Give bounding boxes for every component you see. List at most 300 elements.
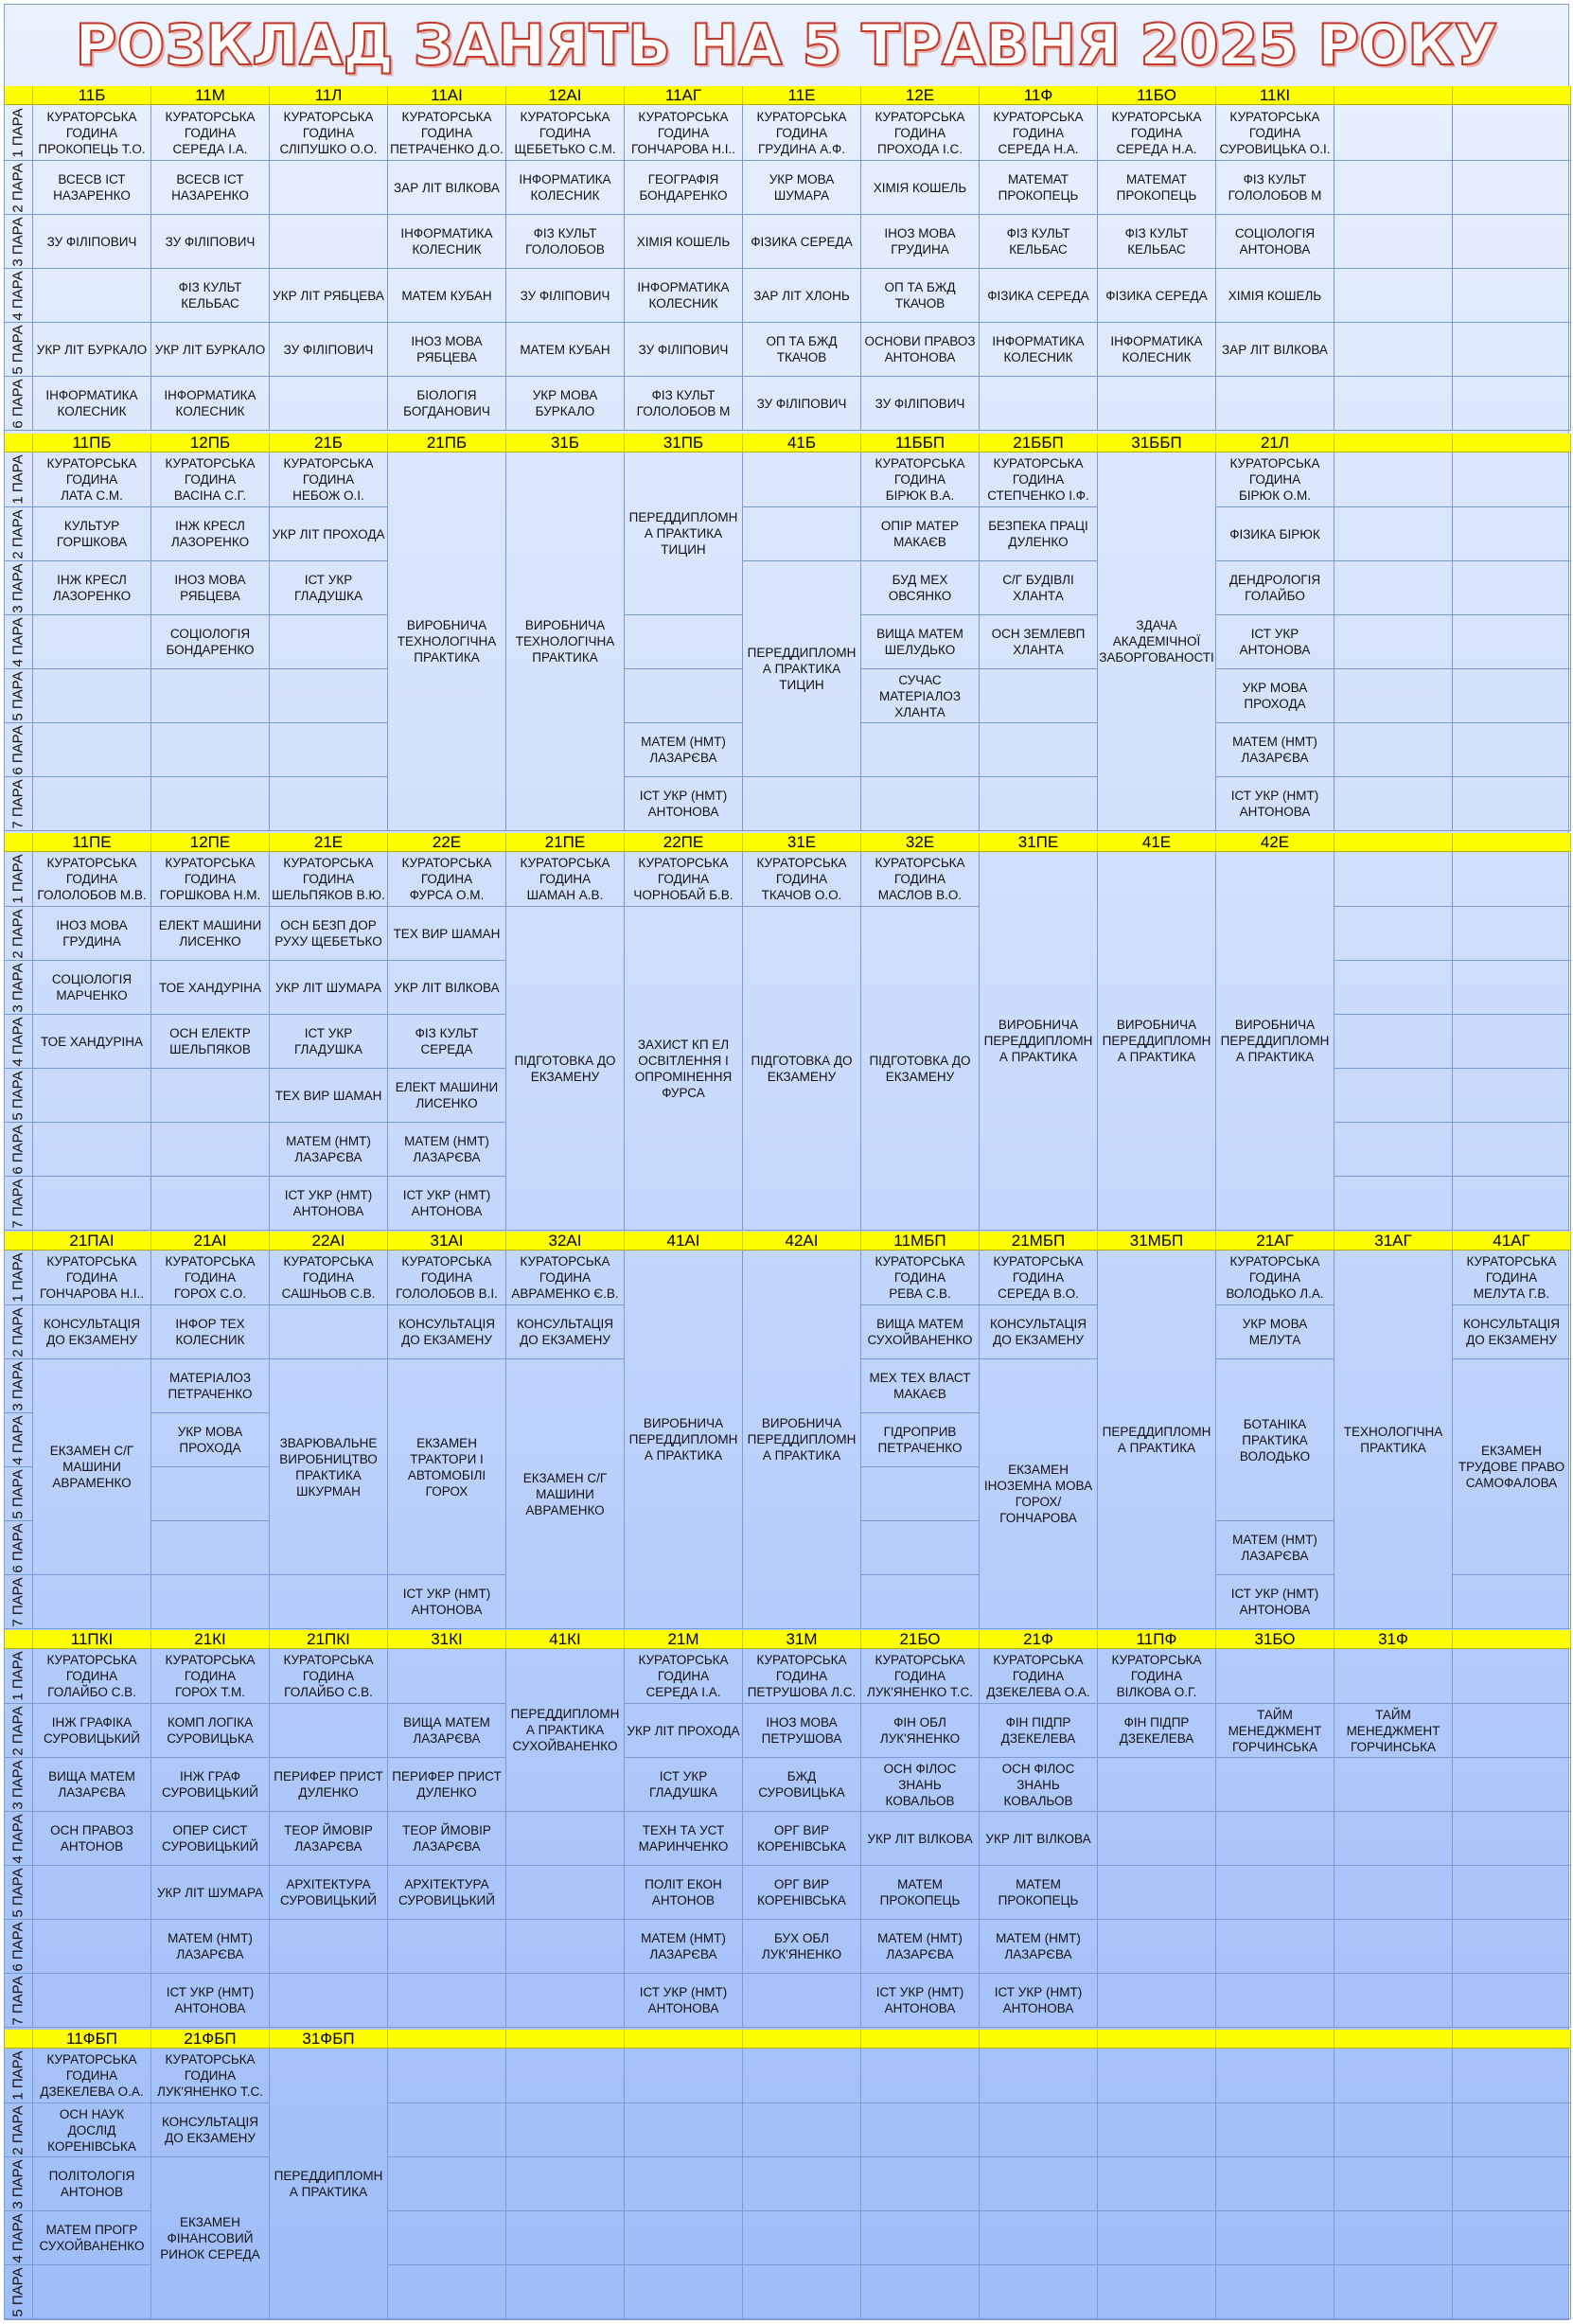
group-header [1334, 434, 1453, 452]
group-header [980, 2030, 1098, 2049]
schedule-cell [625, 2103, 743, 2157]
schedule-cell [1453, 1812, 1571, 1866]
schedule-cell [1098, 1974, 1216, 2028]
pair-label-text: 1 ПАРА [10, 854, 27, 904]
schedule-cell: КУРАТОРСЬКА ГОДИНА ДЗЕКЕЛЕВА О.А. [980, 1649, 1098, 1704]
schedule-cell [1453, 1758, 1571, 1812]
schedule-cell: КУРАТОРСЬКА ГОДИНА ФУРСА О.М. [388, 852, 506, 907]
schedule-cell: ІНФОРМАТИКА КОЛЕСНИК [625, 269, 743, 323]
schedule-cell: МАТЕМ ПРОКОПЕЦЬ [980, 1866, 1098, 1920]
schedule-cell [1453, 1177, 1571, 1231]
schedule-cell [270, 161, 388, 215]
schedule-cell: ОСН БЕЗП ДОР РУХУ ЩЕБЕТЬКО [270, 907, 388, 961]
schedule-cell: КУРАТОРСЬКА ГОДИНА ТКАЧОВ О.О. [743, 852, 861, 907]
schedule-cell: ПОЛІТ ЕКОН АНТОНОВ [625, 1866, 743, 1920]
schedule-grid [5, 5, 1568, 2319]
merged-cell: ВИРОБНИЧА ПЕРЕДДИПЛОМН А ПРАКТИКА [980, 852, 1098, 1231]
schedule-cell: КОНСУЛЬТАЦІЯ ДО ЕКЗАМЕНУ [151, 2103, 270, 2157]
schedule-cell [1216, 1649, 1334, 1704]
schedule-cell: ІНФОРМАТИКА КОЛЕСНИК [33, 377, 151, 431]
pair-label [5, 1812, 33, 1866]
schedule-cell: КУРАТОРСЬКА ГОДИНА ГОНЧАРОВА Н.І.. [33, 1251, 151, 1305]
pair-label [5, 961, 33, 1015]
pair-label [5, 2157, 33, 2211]
group-header: 22АІ [270, 1232, 388, 1251]
schedule-cell [1334, 323, 1453, 377]
schedule-cell: МАТЕМ (НМТ) ЛАЗАРЄВА [151, 1920, 270, 1974]
schedule-cell: КУРАТОРСЬКА ГОДИНА СЕРЕДА І.А. [151, 105, 270, 161]
schedule-cell: МАТЕМ (НМТ) ЛАЗАРЄВА [625, 723, 743, 777]
schedule-cell: ІНФОРМАТИКА КОЛЕСНИК [151, 377, 270, 431]
merged-cell: БОТАНІКА ПРАКТИКА ВОЛОДЬКО [1216, 1359, 1334, 1521]
group-header [1453, 434, 1571, 452]
schedule-cell [1334, 507, 1453, 561]
schedule-cell [388, 1974, 506, 2028]
schedule-cell: УКР МОВА ШУМАРА [743, 161, 861, 215]
pair-label [5, 615, 33, 669]
schedule-cell [1334, 1015, 1453, 1069]
group-header [1453, 2030, 1571, 2049]
schedule-cell: КУРАТОРСЬКА ГОДИНА СТЕПЧЕНКО І.Ф. [980, 452, 1098, 507]
merged-cell: ПІДГОТОВКА ДО ЕКЗАМЕНУ [743, 907, 861, 1231]
schedule-cell [270, 777, 388, 831]
schedule-cell [506, 1866, 625, 1920]
schedule-cell [861, 2157, 980, 2211]
pair-label-text: 2 ПАРА [10, 2104, 27, 2155]
schedule-cell: ВСЕСВ ІСТ НАЗАРЕНКО [33, 161, 151, 215]
pair-label-text: 4 ПАРА [10, 2212, 27, 2263]
schedule-cell [1334, 105, 1453, 161]
schedule-cell [1453, 1974, 1571, 2028]
schedule-cell: ЗАР ЛІТ ХЛОНЬ [743, 269, 861, 323]
schedule-cell: УКР ЛІТ ВІЛКОВА [388, 961, 506, 1015]
group-header: 31ПБ [625, 434, 743, 452]
schedule-cell [625, 615, 743, 669]
schedule-cell [1334, 1974, 1453, 2028]
pair-label [5, 1015, 33, 1069]
schedule-cell [1216, 2265, 1334, 2319]
pair-label [5, 1413, 33, 1467]
schedule-cell: УКР ЛІТ ВІЛКОВА [861, 1812, 980, 1866]
schedule-cell [1098, 2049, 1216, 2103]
schedule-cell: ОРГ ВИР КОРЕНІВСЬКА [743, 1866, 861, 1920]
schedule-cell: КУРАТОРСЬКА ГОДИНА ДЗЕКЕЛЕВА О.А. [33, 2049, 151, 2103]
schedule-cell [1453, 1866, 1571, 1920]
schedule-cell: ІСТ УКР (НМТ) АНТОНОВА [625, 1974, 743, 2028]
group-header [1098, 2030, 1216, 2049]
group-header: 41АГ [1453, 1232, 1571, 1251]
group-header: 11АІ [388, 86, 506, 105]
schedule-cell [1334, 2265, 1453, 2319]
schedule-cell: ОСН ФІЛОС ЗНАНЬ КОВАЛЬОВ [980, 1758, 1098, 1812]
schedule-cell [151, 1575, 270, 1629]
merged-cell: ВИРОБНИЧА ПЕРЕДДИПЛОМН А ПРАКТИКА [743, 1251, 861, 1629]
schedule-cell: ФІЗИКА СЕРЕДА [980, 269, 1098, 323]
schedule-cell [1098, 1866, 1216, 1920]
schedule-cell [506, 1812, 625, 1866]
group-header: 31БО [1216, 1630, 1334, 1649]
pair-label-text: 7 ПАРА [10, 1975, 27, 2026]
pair-label [5, 269, 33, 323]
pair-label [5, 161, 33, 215]
schedule-cell [270, 669, 388, 723]
pair-label [5, 723, 33, 777]
schedule-cell: АРХІТЕКТУРА СУРОВИЦЬКИЙ [388, 1866, 506, 1920]
schedule-cell: УКР ЛІТ БУРКАЛО [33, 323, 151, 377]
pair-label-text: 4 ПАРА [10, 270, 27, 321]
pair-label [5, 105, 33, 161]
schedule-cell: КУРАТОРСЬКА ГОДИНА ГОНЧАРОВА Н.І.. [625, 105, 743, 161]
schedule-cell: ІСТ УКР (НМТ) АНТОНОВА [861, 1974, 980, 2028]
schedule-cell: ІСТ УКР (НМТ) АНТОНОВА [151, 1974, 270, 2028]
schedule-cell [506, 2049, 625, 2103]
schedule-cell: УКР ЛІТ ВІЛКОВА [980, 1812, 1098, 1866]
schedule-cell: МАТЕМ (НМТ) ЛАЗАРЄВА [1216, 1521, 1334, 1575]
group-header: 32Е [861, 833, 980, 852]
schedule-cell [388, 2157, 506, 2211]
group-header: 22Е [388, 833, 506, 852]
schedule-cell: КУРАТОРСЬКА ГОДИНА НЕБОЖ О.І. [270, 452, 388, 507]
pair-label [5, 1251, 33, 1305]
schedule-cell: ФІЗИКА СЕРЕДА [743, 215, 861, 269]
group-header: 42Е [1216, 833, 1334, 852]
schedule-cell: КУРАТОРСЬКА ГОДИНА СЕРЕДА В.О. [980, 1251, 1098, 1305]
schedule-cell: МАТЕМ (НМТ) ЛАЗАРЄВА [388, 1123, 506, 1177]
schedule-cell: ЗУ ФІЛІПОВИЧ [33, 215, 151, 269]
schedule-cell [1334, 377, 1453, 431]
schedule-cell [506, 1920, 625, 1974]
schedule-cell [1098, 2157, 1216, 2211]
schedule-cell: КОНСУЛЬТАЦІЯ ДО ЕКЗАМЕНУ [1453, 1305, 1571, 1359]
schedule-cell [861, 777, 980, 831]
merged-cell: ТЕХНОЛОГІЧНА ПРАКТИКА [1334, 1251, 1453, 1629]
schedule-cell [270, 1920, 388, 1974]
schedule-cell: ХІМІЯ КОШЕЛЬ [861, 161, 980, 215]
schedule-cell: КУРАТОРСЬКА ГОДИНА ПЕТРАЧЕНКО Д.О. [388, 105, 506, 161]
pair-label [5, 561, 33, 615]
schedule-cell: КУРАТОРСЬКА ГОДИНА ПРОХОДА І.С. [861, 105, 980, 161]
pair-label-text: 5 ПАРА [10, 1468, 27, 1519]
schedule-cell [861, 2265, 980, 2319]
schedule-cell: ВИЩА МАТЕМ ЛАЗАРЄВА [33, 1758, 151, 1812]
group-header: 12ПЕ [151, 833, 270, 852]
schedule-cell [151, 1521, 270, 1575]
schedule-cell: УКР ЛІТ ШУМАРА [270, 961, 388, 1015]
schedule-cell: КУРАТОРСЬКА ГОДИНА МЕЛУТА Г.В. [1453, 1251, 1571, 1305]
merged-cell: ПЕРЕДДИПЛОМН А ПРАКТИКА [1098, 1251, 1216, 1629]
schedule-cell: УКР ЛІТ БУРКАЛО [151, 323, 270, 377]
schedule-cell: ІСТ УКР (НМТ) АНТОНОВА [625, 777, 743, 831]
schedule-cell: ЗУ ФІЛІПОВИЧ [506, 269, 625, 323]
schedule-cell [625, 2211, 743, 2265]
schedule-cell: КУРАТОРСЬКА ГОДИНА ЛАТА С.М. [33, 452, 151, 507]
schedule-cell: КУРАТОРСЬКА ГОДИНА ЩЕБЕТЬКО С.М. [506, 105, 625, 161]
schedule-cell: ФІЗИКА БІРЮК [1216, 507, 1334, 561]
schedule-cell: ЗУ ФІЛІПОВИЧ [270, 323, 388, 377]
schedule-cell [33, 1974, 151, 2028]
group-header: 11КІ [1216, 86, 1334, 105]
section-header-corner [5, 833, 33, 852]
group-header: 42АІ [743, 1232, 861, 1251]
pair-label [5, 1177, 33, 1231]
schedule-cell [388, 1920, 506, 1974]
schedule-cell: ІНОЗ МОВА ГРУДИНА [33, 907, 151, 961]
schedule-cell [33, 1575, 151, 1629]
schedule-cell: КУРАТОРСЬКА ГОДИНА ГОРШКОВА Н.М. [151, 852, 270, 907]
schedule-cell: УКР ЛІТ ПРОХОДА [270, 507, 388, 561]
merged-cell: ЕКЗАМЕН ФІНАНСОВИЙ РИНОК СЕРЕДА [151, 2157, 270, 2319]
schedule-cell [1453, 1069, 1571, 1123]
schedule-cell [1334, 1649, 1453, 1704]
group-header: 31ББП [1098, 434, 1216, 452]
pair-label-text: 1 ПАРА [10, 107, 27, 158]
group-header: 11ПЕ [33, 833, 151, 852]
group-header [861, 2030, 980, 2049]
merged-cell: ЕКЗАМЕН С/Г МАШИНИ АВРАМЕНКО [506, 1359, 625, 1629]
schedule-cell: МАТЕМ ПРОГР СУХОЙВАНЕНКО [33, 2211, 151, 2265]
schedule-cell [151, 723, 270, 777]
schedule-cell: ІНОЗ МОВА РЯБЦЕВА [151, 561, 270, 615]
pair-label [5, 777, 33, 831]
group-header: 31Ф [1334, 1630, 1453, 1649]
schedule-cell [151, 1177, 270, 1231]
schedule-cell: КУРАТОРСЬКА ГОДИНА ПЕТРУШОВА Л.С. [743, 1649, 861, 1704]
group-header: 11ПФ [1098, 1630, 1216, 1649]
section-header-corner [5, 434, 33, 452]
schedule-cell: ІНФОР ТЕХ КОЛЕСНИК [151, 1305, 270, 1359]
schedule-cell: КУРАТОРСЬКА ГОДИНА ГОЛОЛОБОВ М.В. [33, 852, 151, 907]
group-header: 21МБП [980, 1232, 1098, 1251]
pair-label-text: 1 ПАРА [10, 1252, 27, 1303]
group-header [1216, 2030, 1334, 2049]
schedule-cell: ЕЛЕКТ МАШИНИ ЛИСЕНКО [151, 907, 270, 961]
pair-label-text: 3 ПАРА [10, 216, 27, 267]
schedule-cell: КУРАТОРСЬКА ГОДИНА СЕРЕДА І.А. [625, 1649, 743, 1704]
group-header: 11ПБ [33, 434, 151, 452]
schedule-cell [1334, 452, 1453, 507]
schedule-cell: ІНОЗ МОВА ПЕТРУШОВА [743, 1704, 861, 1758]
group-header: 11Л [270, 86, 388, 105]
pair-label [5, 2211, 33, 2265]
schedule-cell [151, 1069, 270, 1123]
group-header [1453, 1630, 1571, 1649]
pair-label-text: 6 ПАРА [10, 1124, 27, 1175]
group-header: 41Б [743, 434, 861, 452]
schedule-cell [1453, 1575, 1571, 1629]
schedule-cell: КУРАТОРСЬКА ГОДИНА РЕВА С.В. [861, 1251, 980, 1305]
schedule-cell: БУХ ОБЛ ЛУК'ЯНЕНКО [743, 1920, 861, 1974]
pair-label-text: 5 ПАРА [10, 2266, 27, 2317]
group-header: 21ФБП [151, 2030, 270, 2049]
schedule-cell [388, 2049, 506, 2103]
schedule-cell [1098, 1920, 1216, 1974]
pair-label-text: 6 ПАРА [10, 724, 27, 775]
schedule-cell [1216, 1974, 1334, 2028]
schedule-cell: ОП ТА БЖД ТКАЧОВ [743, 323, 861, 377]
schedule-cell [980, 377, 1098, 431]
schedule-cell: ОСН ЗЕМЛЕВП ХЛАНТА [980, 615, 1098, 669]
group-header: 21М [625, 1630, 743, 1649]
pair-label-text: 5 ПАРА [10, 1070, 27, 1121]
merged-cell: ЗДАЧА АКАДЕМІЧНОЇ ЗАБОРГОВАНОСТІ [1098, 452, 1216, 831]
schedule-cell: ІСТ УКР АНТОНОВА [1216, 615, 1334, 669]
pair-label [5, 1866, 33, 1920]
schedule-cell [1334, 777, 1453, 831]
schedule-cell: КУЛЬТУР ГОРШКОВА [33, 507, 151, 561]
group-header: 31АГ [1334, 1232, 1453, 1251]
schedule-cell: БЖД СУРОВИЦЬКА [743, 1758, 861, 1812]
schedule-cell: СОЦІОЛОГІЯ БОНДАРЕНКО [151, 615, 270, 669]
schedule-cell [743, 2049, 861, 2103]
schedule-cell [980, 2049, 1098, 2103]
schedule-cell [33, 669, 151, 723]
schedule-cell [270, 615, 388, 669]
schedule-cell [1453, 2157, 1571, 2211]
schedule-cell [506, 2103, 625, 2157]
schedule-cell: МАТЕМАТ ПРОКОПЕЦЬ [980, 161, 1098, 215]
schedule-cell [861, 2103, 980, 2157]
schedule-cell [1334, 852, 1453, 907]
schedule-cell: ПЕРИФЕР ПРИСТ ДУЛЕНКО [270, 1758, 388, 1812]
pair-label-text: 2 ПАРА [10, 162, 27, 213]
group-header: 21ПАІ [33, 1232, 151, 1251]
schedule-cell: ТЕХ ВИР ШАМАН [388, 907, 506, 961]
schedule-cell: МАТЕМ ПРОКОПЕЦЬ [861, 1866, 980, 1920]
schedule-cell [1216, 1920, 1334, 1974]
schedule-cell: КУРАТОРСЬКА ГОДИНА ЛУК'ЯНЕНКО Т.С. [861, 1649, 980, 1704]
schedule-cell [151, 1467, 270, 1521]
pair-label [5, 1521, 33, 1575]
group-header [1453, 86, 1571, 105]
schedule-cell [1453, 1649, 1571, 1704]
schedule-cell: МАТЕМ (НМТ) ЛАЗАРЄВА [270, 1123, 388, 1177]
schedule-cell [1453, 2265, 1571, 2319]
pair-label-text: 6 ПАРА [10, 1921, 27, 1972]
group-header: 11АГ [625, 86, 743, 105]
schedule-cell: КОНСУЛЬТАЦІЯ ДО ЕКЗАМЕНУ [388, 1305, 506, 1359]
schedule-cell: ІНФОРМАТИКА КОЛЕСНИК [980, 323, 1098, 377]
pair-label-text: 1 ПАРА [10, 2050, 27, 2101]
pair-label [5, 2103, 33, 2157]
schedule-cell: ФІЗ КУЛЬТ ГОЛОЛОБОВ [506, 215, 625, 269]
schedule-cell: ХІМІЯ КОШЕЛЬ [625, 215, 743, 269]
schedule-cell [625, 2157, 743, 2211]
group-header: 11МБП [861, 1232, 980, 1251]
pair-label [5, 1069, 33, 1123]
pair-label [5, 1575, 33, 1629]
section-header-corner [5, 86, 33, 105]
schedule-cell [743, 507, 861, 561]
group-header [743, 2030, 861, 2049]
group-header: 11Е [743, 86, 861, 105]
schedule-cell [1334, 1920, 1453, 1974]
schedule-cell: СУЧАС МАТЕРІАЛОЗ ХЛАНТА [861, 669, 980, 723]
merged-cell: ЕКЗАМЕН ТРУДОВЕ ПРАВО САМОФАЛОВА [1453, 1359, 1571, 1575]
pair-label-text: 3 ПАРА [10, 1360, 27, 1411]
schedule-cell [506, 2157, 625, 2211]
schedule-cell [1453, 452, 1571, 507]
section-header-corner [5, 2030, 33, 2049]
schedule-cell [33, 1920, 151, 1974]
schedule-cell [1216, 2211, 1334, 2265]
schedule-cell [33, 1177, 151, 1231]
schedule-cell [151, 669, 270, 723]
schedule-cell: МАТЕМ (НМТ) ЛАЗАРЄВА [625, 1920, 743, 1974]
schedule-cell: ОСНОВИ ПРАВОЗ АНТОНОВА [861, 323, 980, 377]
schedule-cell [1453, 2103, 1571, 2157]
group-header: 41КІ [506, 1630, 625, 1649]
pair-label-text: 3 ПАРА [10, 962, 27, 1013]
merged-cell: ЗАХИСТ КП ЕЛ ОСВІТЛЕННЯ І ОПРОМІНЕННЯ ФУРСА [625, 907, 743, 1231]
schedule-cell: ЗУ ФІЛІПОВИЧ [743, 377, 861, 431]
pair-label-text: 1 ПАРА [10, 1651, 27, 1701]
pair-label-text: 3 ПАРА [10, 562, 27, 613]
pair-label-text: 5 ПАРА [10, 1867, 27, 1918]
schedule-cell [1216, 1758, 1334, 1812]
schedule-cell: ЕЛЕКТ МАШИНИ ЛИСЕНКО [388, 1069, 506, 1123]
schedule-cell: КУРАТОРСЬКА ГОДИНА ВАСІНА С.Г. [151, 452, 270, 507]
schedule-cell: БЕЗПЕКА ПРАЦІ ДУЛЕНКО [980, 507, 1098, 561]
schedule-cell: УКР МОВА БУРКАЛО [506, 377, 625, 431]
schedule-cell: ВИЩА МАТЕМ СУХОЙВАНЕНКО [861, 1305, 980, 1359]
schedule-cell [1453, 1123, 1571, 1177]
pair-label [5, 1123, 33, 1177]
pair-label-text: 6 ПАРА [10, 1522, 27, 1573]
schedule-cell: КУРАТОРСЬКА ГОДИНА ГОЛАЙБО С.В. [33, 1649, 151, 1704]
merged-cell: ВИРОБНИЧА ТЕХНОЛОГІЧНА ПРАКТИКА [506, 452, 625, 831]
schedule-cell [1098, 1812, 1216, 1866]
schedule-cell: УКР ЛІТ ШУМАРА [151, 1866, 270, 1920]
schedule-cell [1453, 377, 1571, 431]
pair-label-text: 1 ПАРА [10, 454, 27, 505]
schedule-cell [1334, 615, 1453, 669]
pair-label [5, 1704, 33, 1758]
schedule-cell [1453, 105, 1571, 161]
schedule-cell: ФІН ПІДПР ДЗЕКЕЛЕВА [980, 1704, 1098, 1758]
schedule-cell: УКР МОВА МЕЛУТА [1216, 1305, 1334, 1359]
pair-label [5, 2265, 33, 2319]
group-header: 31АІ [388, 1232, 506, 1251]
pair-label [5, 1467, 33, 1521]
schedule-cell: ІНОЗ МОВА РЯБЦЕВА [388, 323, 506, 377]
schedule-cell [1453, 1704, 1571, 1758]
schedule-cell [743, 2103, 861, 2157]
pair-label [5, 452, 33, 507]
schedule-cell: КУРАТОРСЬКА ГОДИНА ШЕЛЬПЯКОВ В.Ю. [270, 852, 388, 907]
schedule-cell [1216, 2049, 1334, 2103]
schedule-cell: ВСЕСВ ІСТ НАЗАРЕНКО [151, 161, 270, 215]
schedule-cell: КУРАТОРСЬКА ГОДИНА ГРУДИНА А.Ф. [743, 105, 861, 161]
schedule-cell: ІНЖ ГРАФІКА СУРОВИЦЬКИЙ [33, 1704, 151, 1758]
group-header: 21ББП [980, 434, 1098, 452]
pair-label [5, 215, 33, 269]
schedule-cell: ГІДРОПРИВ ПЕТРАЧЕНКО [861, 1413, 980, 1467]
merged-cell: ЗВАРЮВАЛЬНЕ ВИРОБНИЦТВО ПРАКТИКА ШКУРМАН [270, 1359, 388, 1575]
pair-label-text: 7 ПАРА [10, 778, 27, 829]
pair-label-text: 7 ПАРА [10, 1576, 27, 1627]
group-header: 31Е [743, 833, 861, 852]
schedule-cell [743, 2211, 861, 2265]
schedule-cell [1334, 1069, 1453, 1123]
schedule-cell: С/Г БУДІВЛІ ХЛАНТА [980, 561, 1098, 615]
group-header: 11Ф [980, 86, 1098, 105]
schedule-cell: ЗУ ФІЛІПОВИЧ [861, 377, 980, 431]
schedule-cell [270, 723, 388, 777]
schedule-cell [1216, 1812, 1334, 1866]
schedule-cell [1334, 2157, 1453, 2211]
merged-cell: ПЕРЕДДИПЛОМН А ПРАКТИКА СУХОЙВАНЕНКО [506, 1649, 625, 1812]
schedule-cell: КУРАТОРСЬКА ГОДИНА ВОЛОДЬКО Л.А. [1216, 1251, 1334, 1305]
